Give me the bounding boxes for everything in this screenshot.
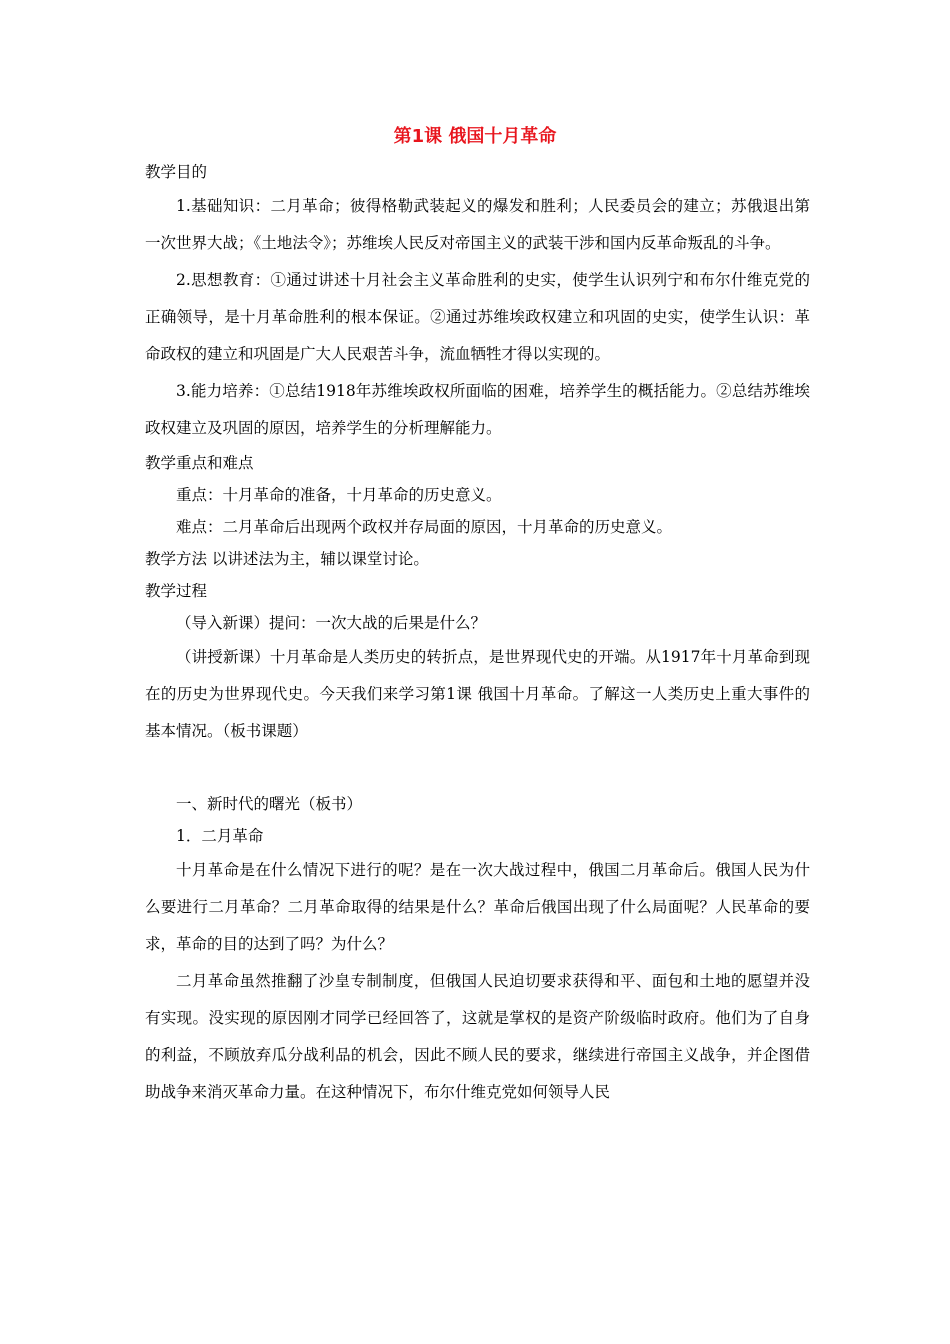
document-body [145, 156, 810, 1111]
paragraph-october-context: 十月革命是在什么情况下进行的呢？是在一次大战过程中，俄国二月革命后。俄国人民为什么要进行二月革命？二月革命取得的结果是什么？革命后俄国出现了什么局面呢？人民革命的要求，革命的目的达到了吗？为什么？ [145, 861, 810, 953]
heading-key-difficult-points: 教学重点和难点 [145, 454, 254, 472]
key-point: 重点：十月革命的准备，十月革命的历史意义。 [176, 486, 502, 504]
lesson-title: 第1课 俄国十月革命 [393, 126, 557, 147]
goal-basic-knowledge: 1.基础知识：二月革命；彼得格勒武装起义的爆发和胜利；人民委员会的建立；苏俄退出第一次世界大战；《土地法令》；苏维埃人民反对帝国主义的武装干涉和国内反革命叛乱的斗争。 [145, 197, 810, 252]
blank-line [145, 750, 810, 788]
intro-question: （导入新课）提问：一次大战的后果是什么？ [176, 614, 487, 632]
teaching-method: 教学方法 以讲述法为主，辅以课堂讨论。 [145, 550, 429, 568]
goal-ideology-education: 2.思想教育：①通过讲述十月社会主义革命胜利的史实，使学生认识列宁和布尔什维克党的正确领导，是十月革命胜利的根本保证。②通过苏维埃政权建立和巩固的史实，使学生认识：革命政权的建立和巩固是广大人民艰苦斗争，流血牺牲才得以实现的。 [145, 271, 810, 363]
goal-ability-training: 3.能力培养：①总结1918年苏维埃政权所面临的困难，培养学生的概括能力。②总结苏维埃政权建立及巩固的原因，培养学生的分析理解能力。 [145, 382, 810, 437]
paragraph-february-result: 二月革命虽然推翻了沙皇专制制度，但俄国人民迫切要求获得和平、面包和土地的愿望并没有实现。没实现的原因刚才同学已经回答了，这就是掌权的是资产阶级临时政府。他们为了自身的利益，不顾放弃瓜分战利品的机会，因此不顾人民的要求，继续进行帝国主义战争，并企图借助战争来消灭革命力量。在这种情况下，布尔什维克党如何领导人民 [145, 972, 810, 1101]
subsection-february-revolution: 1．二月革命 [176, 827, 264, 845]
heading-teaching-process: 教学过程 [145, 582, 208, 600]
section-one-heading: 一、新时代的曙光（板书） [176, 795, 363, 813]
heading-teaching-goals: 教学目的 [145, 163, 208, 181]
lecture-paragraph: （讲授新课）十月革命是人类历史的转折点，是世界现代史的开端。从1917年十月革命到现在的历史为世界现代史。今天我们来学习第1课 俄国十月革命。了解这一人类历史上重大事件的基本情况。（板书课题） [145, 648, 810, 740]
difficult-point: 难点：二月革命后出现两个政权并存局面的原因，十月革命的历史意义。 [176, 518, 673, 536]
